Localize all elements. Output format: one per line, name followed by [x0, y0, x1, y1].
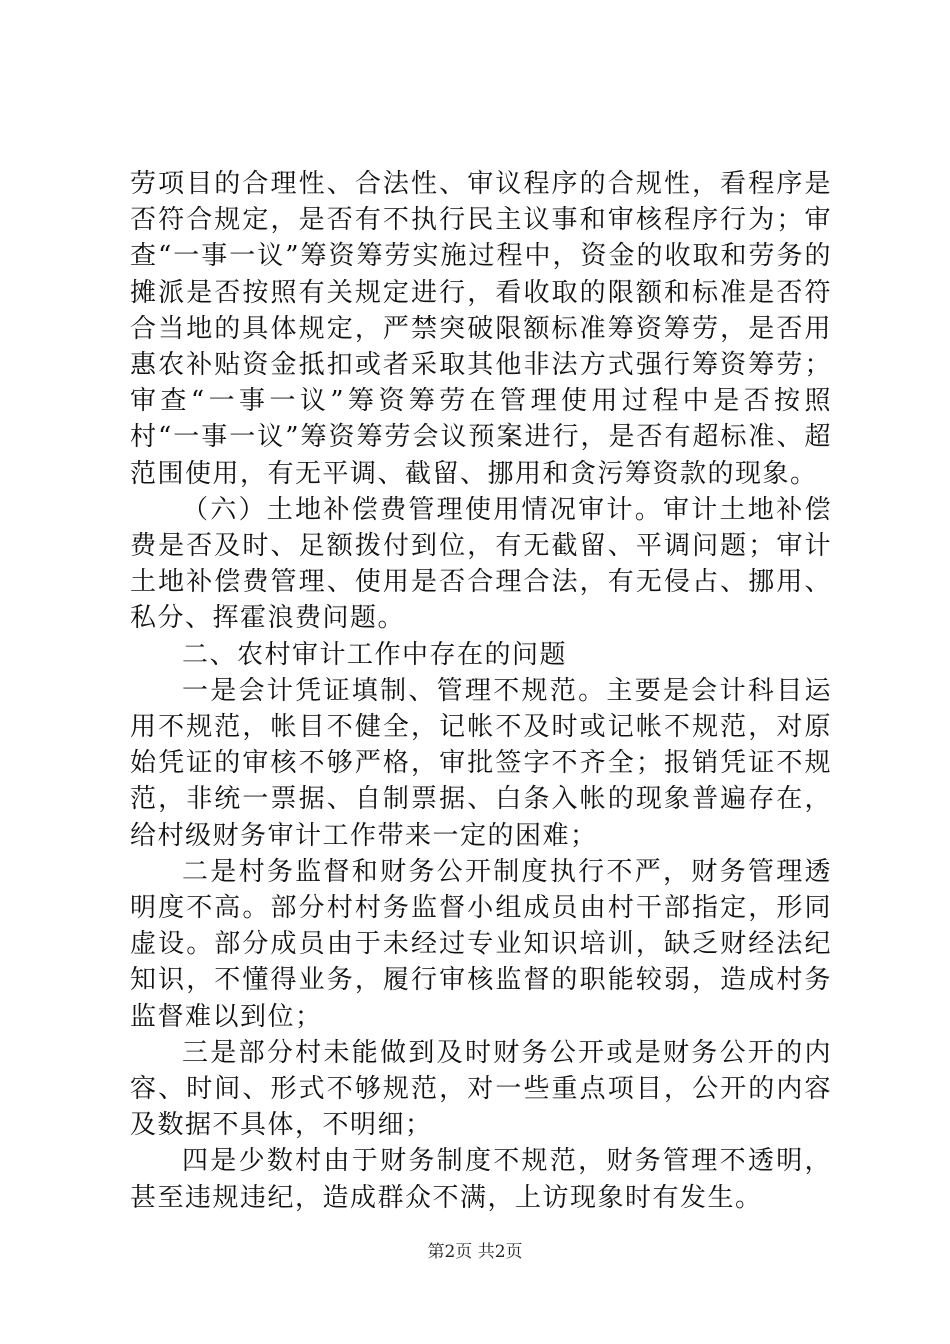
paragraph-problem-1: 一是会计凭证填制、管理不规范。主要是会计科目运用不规范，帐目不健全，记帐不及时或记帐不规范，对原始凭证的审核不够严格，审批签字不齐全；报销凭证不规范，非统一票据、自制票据、白条入帐的现象普遍存在，给村级财务审计工作带来一定的困难；: [130, 675, 832, 851]
paragraph-problem-4: 四是少数村由于财务制度不规范，财务管理不透明，甚至违规违纪，造成群众不满，上访现象时有发生。: [130, 1146, 832, 1213]
section-heading-problems: 二、农村审计工作中存在的问题: [182, 639, 568, 670]
paragraph-land-compensation-audit: （六）土地补偿费管理使用情况审计。审计土地补偿费是否及时、足额拨付到位，有无截留、平调问题；审计土地补偿费管理、使用是否合理合法，有无侵占、挪用、私分、挥霍浪费问题。: [130, 494, 832, 634]
paragraph-continuation: 劳项目的合理性、合法性、审议程序的合规性，看程序是否符合规定，是否有不执行民主议事和审核程序行为；审查“一事一议”筹资筹劳实施过程中，资金的收取和劳务的摊派是否按照有关规定进行，看收取的限额和标准是否符合当地的具体规定，严禁突破限额标准筹资筹劳，是否用惠农补贴资金抵扣或者采取其他非法方式强行筹资筹劳；审查“一事一议”筹资筹劳在管理使用过程中是否按照村“一事一议”筹资筹劳会议预案进行，是否有超标准、超范围使用，有无平调、截留、挪用和贪污筹资款的现象。: [130, 169, 832, 489]
document-body: [130, 166, 832, 1216]
paragraph-problem-3: 三是部分村未能做到及时财务公开或是财务公开的内容、时间、形式不够规范，对一些重点项目，公开的内容及数据不具体，不明细；: [130, 1037, 832, 1141]
page-number-footer: 第2页 共2页: [427, 1242, 523, 1262]
paragraph-problem-2: 二是村务监督和财务公开制度执行不严，财务管理透明度不高。部分村村务监督小组成员由村干部指定，形同虚设。部分成员由于未经过专业知识培训，缺乏财经法纪知识，不懂得业务，履行审核监督的职能较弱，造成村务监督难以到位；: [130, 856, 832, 1032]
